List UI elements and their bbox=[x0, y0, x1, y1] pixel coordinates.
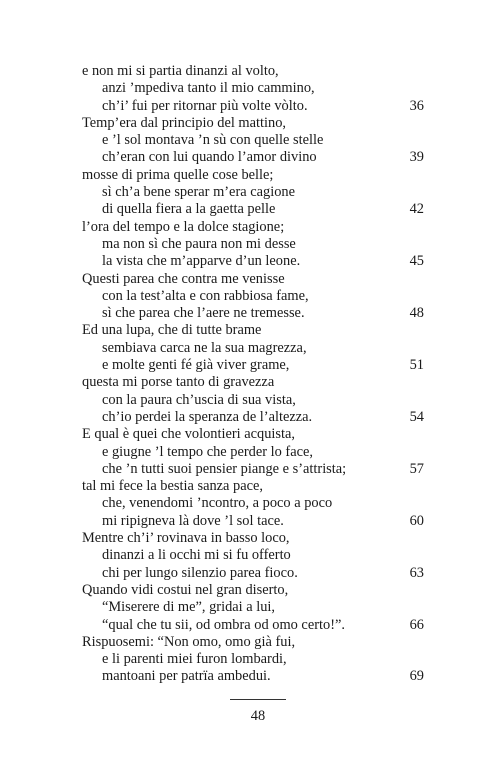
verse-line bbox=[82, 340, 424, 357]
verse-text: “Miserere di me”, gridai a lui, bbox=[102, 599, 276, 616]
verse-number: 60 bbox=[409, 512, 424, 529]
verse-line bbox=[82, 651, 424, 668]
verse-text: dinanzi a li occhi mi si fu offerto bbox=[102, 547, 291, 564]
verse-text: Quando vidi costui nel gran diserto, bbox=[82, 581, 289, 598]
verse-text: Questi parea che contra me venisse bbox=[82, 270, 285, 287]
verse-number: 45 bbox=[409, 253, 424, 270]
verse-text: tal mi fece la bestia sanza pace, bbox=[82, 478, 263, 495]
verse-line bbox=[82, 478, 424, 495]
verse-block bbox=[82, 63, 424, 686]
verse-text: ch’i’ fui per ritornar più volte vòlto. bbox=[102, 97, 308, 114]
verse-text: ma non sì che paura non mi desse bbox=[102, 235, 296, 252]
verse-line bbox=[82, 444, 424, 461]
verse-number: 57 bbox=[409, 460, 424, 477]
verse-text: e molte genti fé già viver grame, bbox=[102, 357, 290, 374]
verse-number: 39 bbox=[409, 149, 424, 166]
verse-text: Temp’era dal principio del mattino, bbox=[82, 114, 286, 131]
verse-line bbox=[82, 63, 424, 80]
verse-text: e ’l sol montava ’n sù con quelle stelle bbox=[102, 132, 324, 149]
verse-number: 54 bbox=[409, 408, 424, 425]
page-number: 48 bbox=[250, 708, 266, 724]
verse-line bbox=[82, 426, 424, 443]
verse-text: e li parenti miei furon lombardi, bbox=[102, 651, 287, 668]
verse-number: 51 bbox=[409, 357, 424, 374]
verse-line bbox=[82, 167, 424, 184]
verse-number: 63 bbox=[409, 564, 424, 581]
verse-line bbox=[82, 271, 424, 288]
verse-line bbox=[82, 547, 424, 564]
verse-text: questa mi porse tanto di gravezza bbox=[82, 374, 275, 391]
verse-line bbox=[82, 565, 424, 582]
verse-line bbox=[82, 80, 424, 97]
verse-line bbox=[82, 288, 424, 305]
verse-number: 66 bbox=[409, 616, 424, 633]
verse-line bbox=[82, 115, 424, 132]
verse-line bbox=[82, 98, 424, 115]
verse-line bbox=[82, 582, 424, 599]
verse-line bbox=[82, 409, 424, 426]
verse-text: chi per lungo silenzio parea fioco. bbox=[102, 564, 298, 581]
verse-text: anzi ’mpediva tanto il mio cammino, bbox=[102, 80, 315, 97]
verse-line bbox=[82, 201, 424, 218]
verse-text: sì ch’a bene sperar m’era cagione bbox=[102, 184, 295, 201]
verse-text: mantoani per patrïa ambedui. bbox=[102, 668, 271, 685]
verse-line bbox=[82, 132, 424, 149]
verse-text: mi ripigneva là dove ’l sol tace. bbox=[102, 512, 284, 529]
verse-number: 48 bbox=[409, 305, 424, 322]
verse-text: con la test’alta e con rabbiosa fame, bbox=[102, 287, 309, 304]
verse-text: sì che parea che l’aere ne tremesse. bbox=[102, 305, 305, 322]
verse-line bbox=[82, 253, 424, 270]
verse-line bbox=[82, 149, 424, 166]
verse-text: che, venendomi ’ncontro, a poco a poco bbox=[102, 495, 333, 512]
verse-number: 36 bbox=[409, 97, 424, 114]
verse-line bbox=[82, 357, 424, 374]
verse-line bbox=[82, 236, 424, 253]
verse-line bbox=[82, 184, 424, 201]
verse-line bbox=[82, 513, 424, 530]
verse-text: sembiava carca ne la sua magrezza, bbox=[102, 339, 307, 356]
verse-line bbox=[82, 634, 424, 651]
verse-text: Mentre ch’i’ rovinava in basso loco, bbox=[82, 530, 290, 547]
verse-line bbox=[82, 305, 424, 322]
verse-text: Rispuosemi: “Non omo, omo già fui, bbox=[82, 633, 296, 650]
verse-text: che ’n tutti suoi pensier piange e s’attrista; bbox=[102, 460, 347, 477]
verse-line bbox=[82, 668, 424, 685]
verse-line bbox=[82, 617, 424, 634]
verse-line bbox=[82, 374, 424, 391]
verse-text: con la paura ch’uscia di sua vista, bbox=[102, 391, 296, 408]
verse-text: E qual è quei che volontieri acquista, bbox=[82, 426, 295, 443]
verse-text: la vista che m’apparve d’un leone. bbox=[102, 253, 301, 270]
verse-line bbox=[82, 392, 424, 409]
verse-line bbox=[82, 530, 424, 547]
verse-number: 42 bbox=[409, 201, 424, 218]
verse-text: di quella fiera a la gaetta pelle bbox=[102, 201, 276, 218]
verse-text: mosse di prima quelle cose belle; bbox=[82, 166, 274, 183]
verse-line bbox=[82, 461, 424, 478]
verse-text: l’ora del tempo e la dolce stagione; bbox=[82, 218, 285, 235]
verse-line bbox=[82, 599, 424, 616]
footer-rule bbox=[230, 699, 286, 700]
verse-text: Ed una lupa, che di tutte brame bbox=[82, 322, 262, 339]
verse-text: e non mi si partia dinanzi al volto, bbox=[82, 63, 279, 79]
verse-line bbox=[82, 322, 424, 339]
verse-number: 69 bbox=[409, 668, 424, 685]
verse-text: “qual che tu sii, od ombra od omo certo!”. bbox=[102, 616, 345, 633]
verse-line bbox=[82, 219, 424, 236]
verse-text: ch’io perdei la speranza de l’altezza. bbox=[102, 408, 313, 425]
verse-text: e giugne ’l tempo che perder lo face, bbox=[102, 443, 313, 460]
verse-line bbox=[82, 495, 424, 512]
verse-text: ch’eran con lui quando l’amor divino bbox=[102, 149, 317, 166]
